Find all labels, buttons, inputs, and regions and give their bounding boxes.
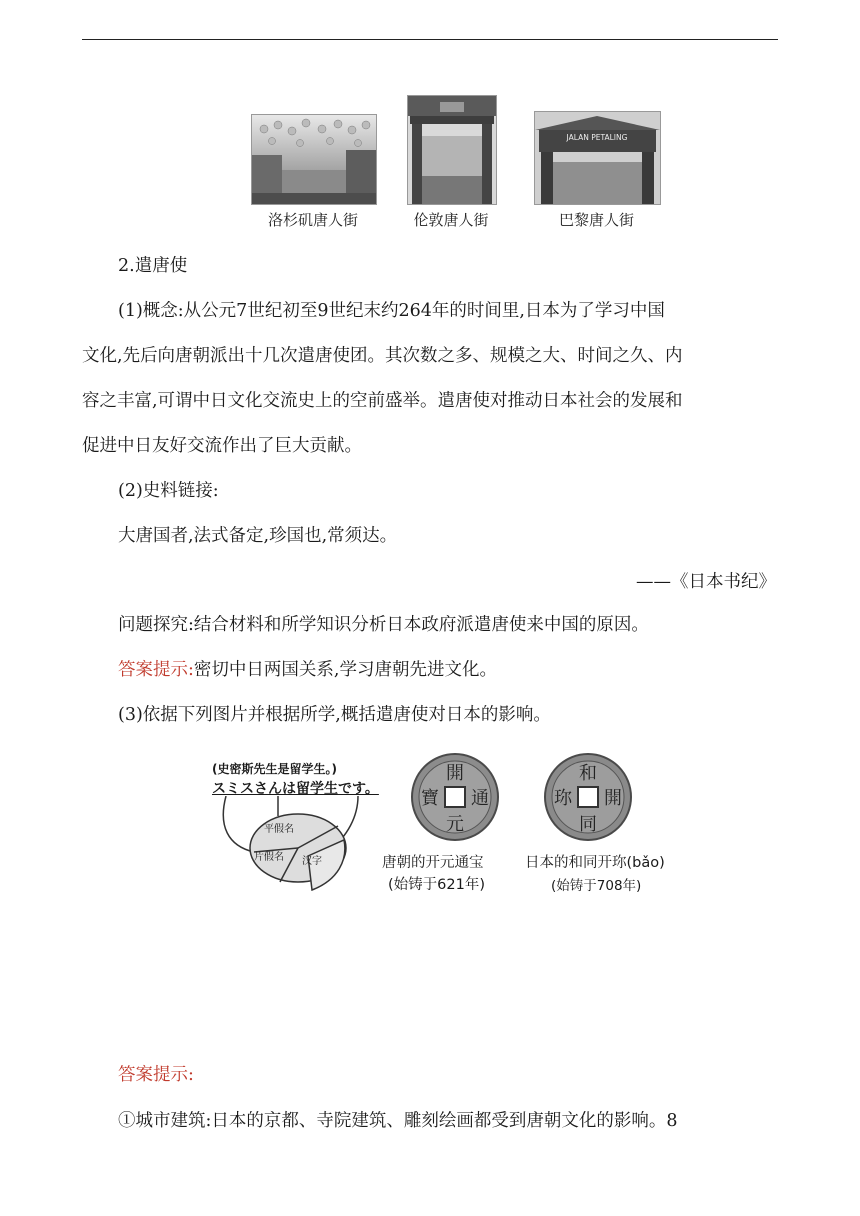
sign-text: JALAN PETALING bbox=[566, 133, 628, 142]
coin2-char-bottom: 同 bbox=[579, 814, 597, 835]
caption-la: 洛杉矶唐人街 bbox=[267, 211, 358, 229]
answer-point-1: ①城市建筑:日本的京都、寺院建筑、雕刻绘画都受到唐朝文化的影响。8 bbox=[118, 1111, 678, 1131]
figure-note: (史密斯先生是留学生。) bbox=[212, 762, 337, 776]
section-heading: 2.遣唐使 bbox=[118, 256, 188, 276]
script-pie-diagram bbox=[208, 796, 368, 892]
coin1-char-right: 通 bbox=[471, 788, 489, 809]
kaiyuan-coin-image bbox=[410, 752, 500, 842]
paragraph-1-line-2: 文化,先后向唐朝派出十几次遣唐使团。其次数之多、规模之大、时间之久、内 bbox=[82, 346, 683, 366]
answer-hint-label: 答案提示: bbox=[118, 660, 194, 680]
coin2-char-right: 開 bbox=[604, 788, 622, 809]
answer-hint-text: 密切中日两国关系,学习唐朝先进文化。 bbox=[193, 660, 497, 680]
answer-hint-2-label: 答案提示: bbox=[118, 1065, 194, 1085]
paragraph-1-line-4: 促进中日友好交流作出了巨大贡献。 bbox=[82, 436, 362, 456]
answer-hint-1 bbox=[118, 658, 497, 682]
wadokaichin-coin-image bbox=[543, 752, 633, 842]
label-hiragana: 平假名 bbox=[264, 824, 294, 835]
caption-paris: 巴黎唐人街 bbox=[558, 211, 634, 229]
coin1-char-top: 開 bbox=[446, 763, 464, 784]
coin2-char-left: 珎 bbox=[554, 788, 572, 809]
coin1-date: (始铸于621年) bbox=[388, 877, 485, 893]
paragraph-1-line-3: 容之丰富,可谓中日文化交流史上的空前盛举。遣唐使对推动日本社会的发展和 bbox=[82, 391, 683, 411]
caption-london: 伦敦唐人街 bbox=[413, 211, 489, 229]
label-kanji: 汉字 bbox=[302, 856, 322, 867]
coin2-char-top: 和 bbox=[579, 763, 597, 784]
coin1-label: 唐朝的开元通宝 bbox=[382, 855, 484, 871]
header-rule bbox=[82, 39, 778, 40]
paragraph-3: (3)依据下列图片并根据所学,概括遣唐使对日本的影响。 bbox=[118, 705, 551, 725]
quote-text: 大唐国者,法式备定,珍国也,常须达。 bbox=[118, 526, 398, 546]
photo-london-chinatown bbox=[407, 95, 497, 205]
photo-los-angeles-chinatown bbox=[251, 114, 377, 205]
coin2-label: 日本的和同开珎(bǎo) bbox=[525, 855, 665, 871]
label-katakana: 片假名 bbox=[254, 852, 284, 863]
coin2-date: (始铸于708年) bbox=[551, 878, 642, 894]
coin1-char-left: 寶 bbox=[421, 788, 439, 809]
paragraph-2: (2)史料链接: bbox=[118, 481, 219, 501]
paragraph-1-line-1: (1)概念:从公元7世纪初至9世纪末约264年的时间里,日本为了学习中国 bbox=[118, 301, 665, 321]
figure-japanese-sentence: スミスさんは留学生です。 bbox=[212, 781, 379, 797]
photo-paris-chinatown bbox=[534, 111, 661, 205]
quote-source: ——《日本书纪》 bbox=[636, 572, 776, 592]
question-text: 问题探究:结合材料和所学知识分析日本政府派遣唐使来中国的原因。 bbox=[118, 615, 649, 635]
coin1-char-bottom: 元 bbox=[446, 814, 464, 835]
